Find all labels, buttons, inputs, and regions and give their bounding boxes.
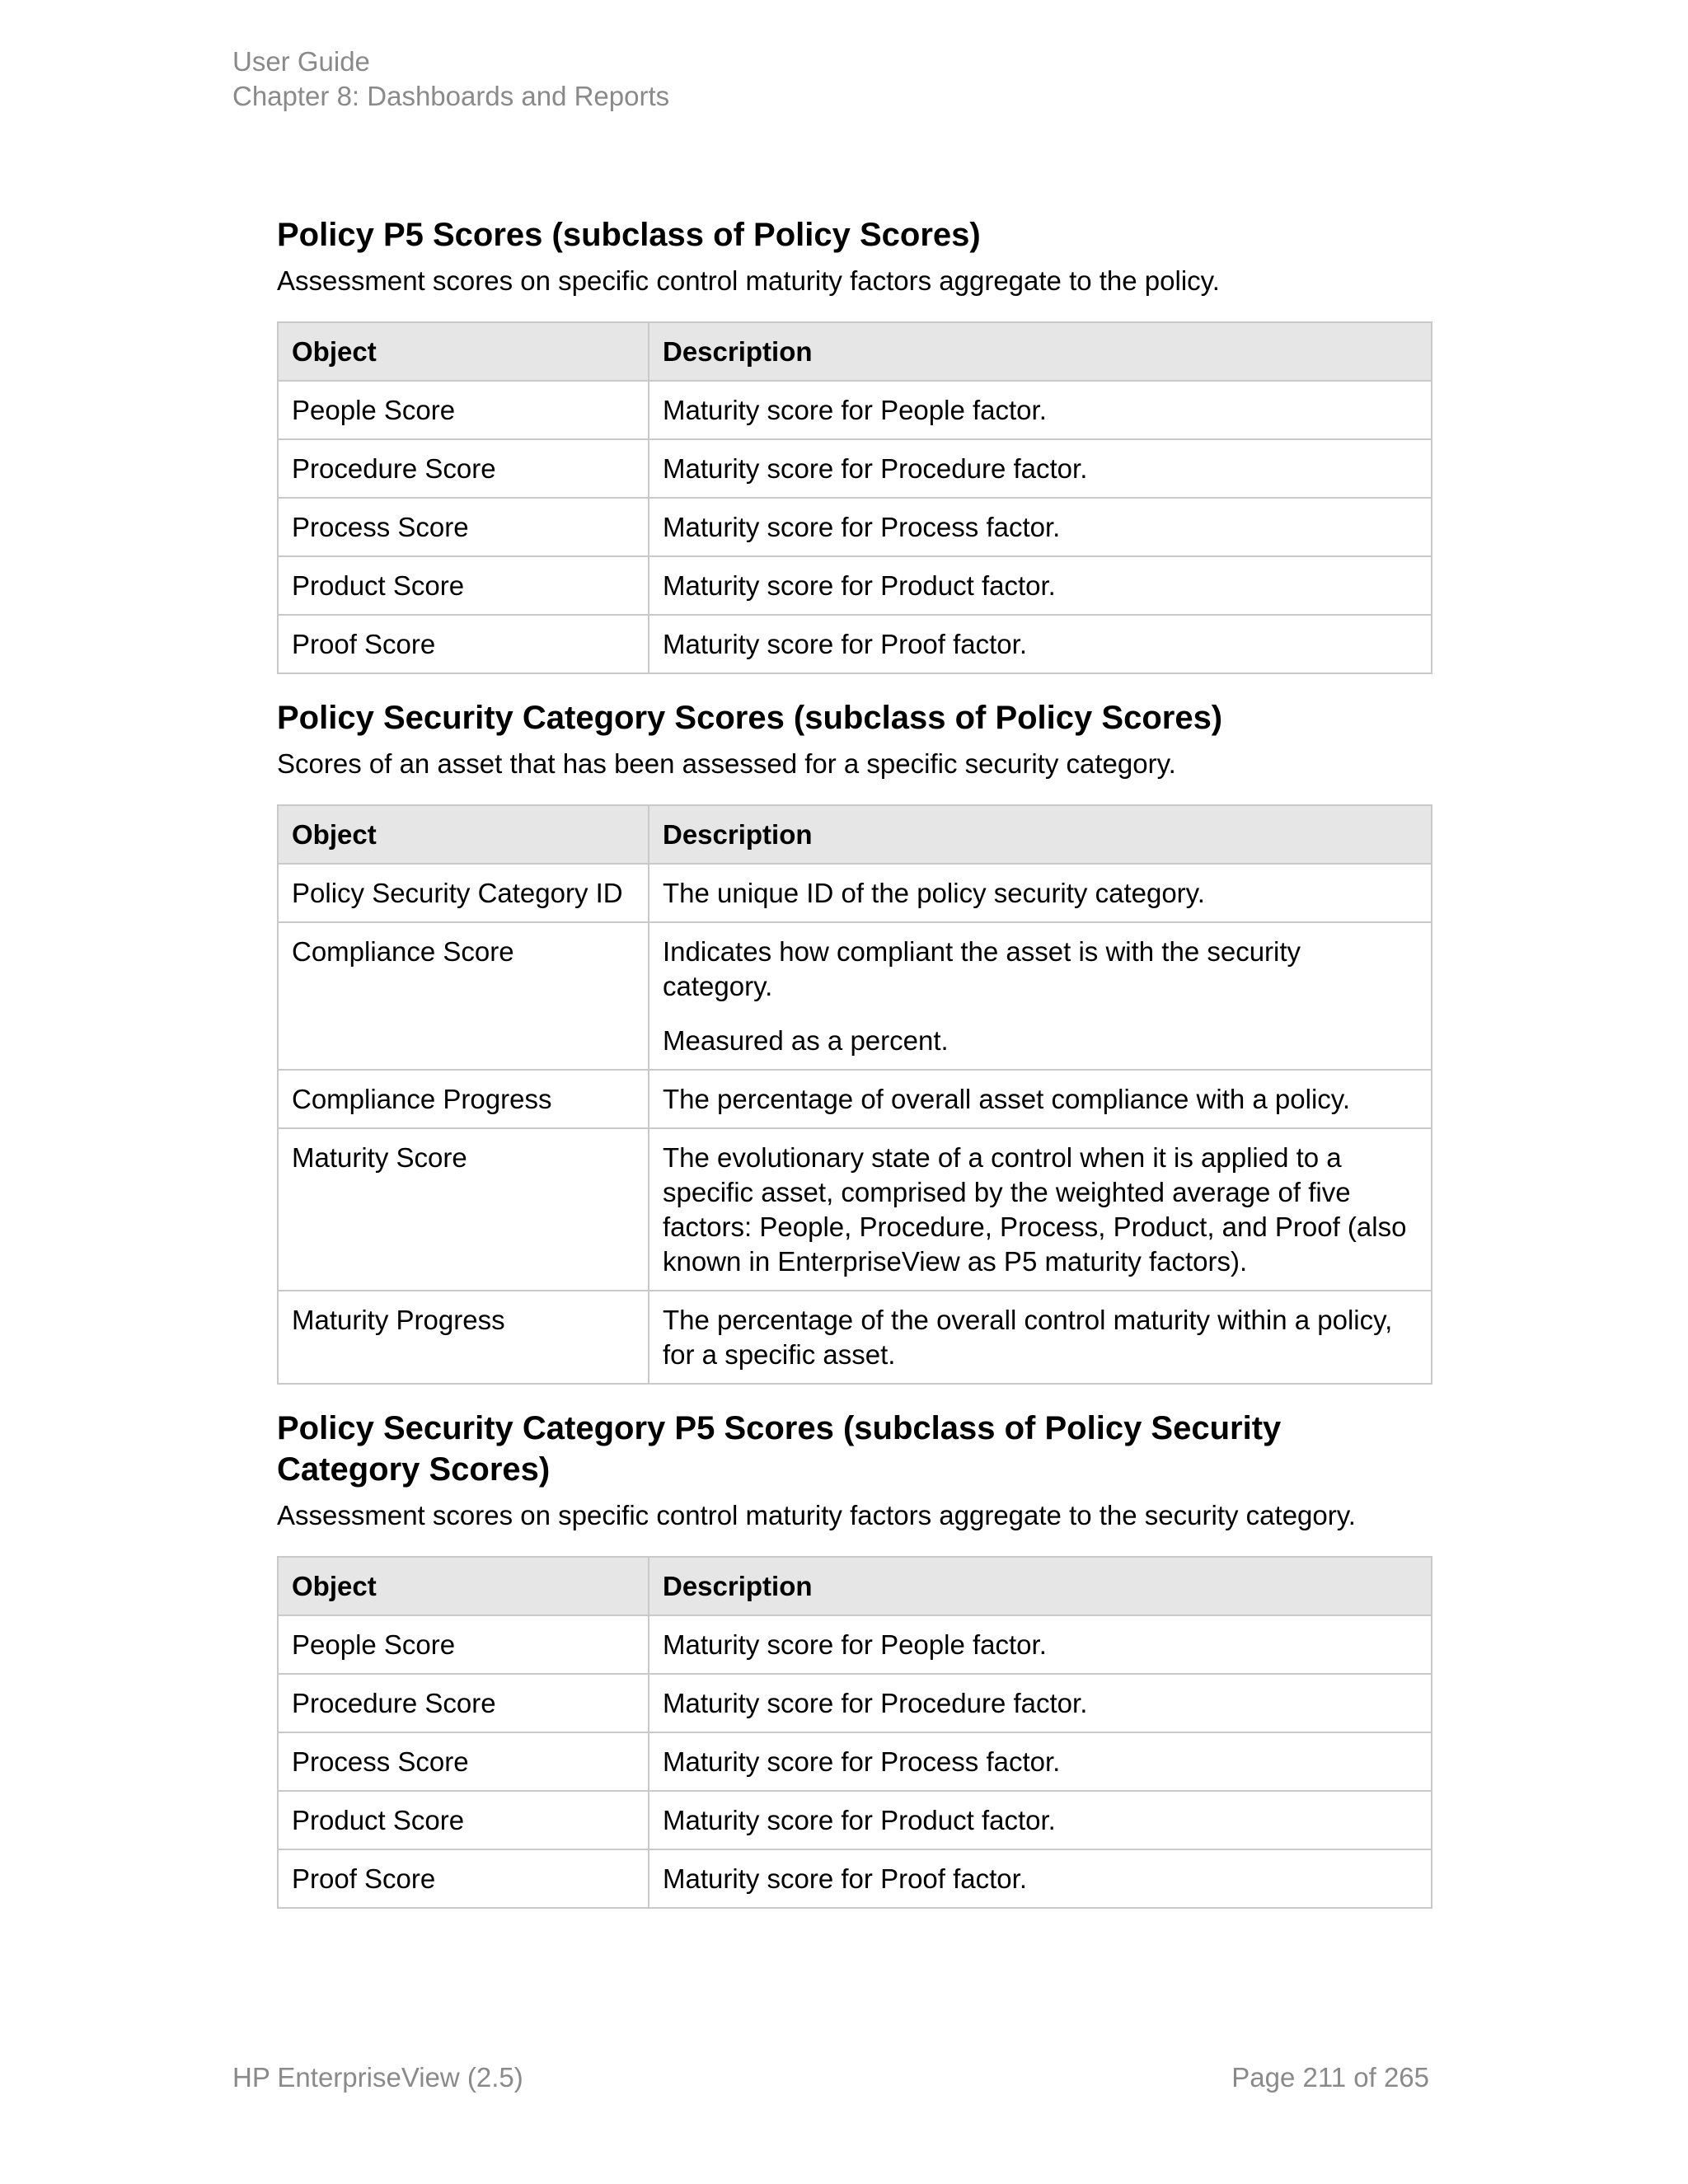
column-header-object: Object [278,805,649,864]
table-row [278,1128,1432,1291]
object-table [277,804,1432,1385]
object-cell: Procedure Score [278,1674,649,1732]
table-row [278,1849,1432,1908]
table-row [278,1615,1432,1674]
object-cell: Proof Score [278,615,649,673]
table-row [278,381,1432,439]
footer-page-number: Page 211 of 265 [1231,2062,1429,2093]
table-row [278,498,1432,556]
description-cell [649,864,1432,922]
description-text: The percentage of overall asset compliance with a policy. [663,1084,1350,1114]
description-text: Maturity score for Product factor. [663,570,1056,601]
description-text: Indicates how compliant the asset is with the security category. [663,936,1301,1001]
object-cell: Policy Security Category ID [278,864,649,922]
table-header-row [278,1557,1432,1615]
section-policy-p5-scores [277,214,1431,674]
section-intro: Assessment scores on specific control maturity factors aggregate to the security category. [277,1500,1356,1530]
description-text: Maturity score for Proof factor. [663,1863,1027,1894]
column-header-object: Object [278,1557,649,1615]
object-table [277,1556,1432,1909]
object-table [277,321,1432,674]
section-heading: Policy P5 Scores (subclass of Policy Scores) [277,217,981,253]
footer-product: HP EnterpriseView (2.5) [232,2062,523,2093]
object-cell: Proof Score [278,1849,649,1908]
table-row [278,864,1432,922]
section-policy-security-category-p5-scores [277,1408,1431,1909]
table-row [278,439,1432,498]
section-heading: Policy Security Category Scores (subclass of Policy Scores) [277,700,1223,736]
description-text: The evolutionary state of a control when it is applied to a specific asset, comprised by the weighted average of five factors: People, Procedure, Process, Product, and Proof (also known in EnterpriseView as P5 maturity factors). [663,1142,1407,1277]
description-text: Maturity score for Product factor. [663,1805,1056,1835]
description-text: Measured as a percent. [663,1025,949,1056]
table-row [278,922,1432,1070]
description-cell [649,1732,1432,1791]
section-intro: Assessment scores on specific control maturity factors aggregate to the policy. [277,265,1220,296]
description-cell [649,1070,1432,1128]
object-cell: Procedure Score [278,439,649,498]
object-cell: Product Score [278,1791,649,1849]
column-header-description: Description [649,322,1432,381]
description-text: Maturity score for Procedure factor. [663,1688,1088,1718]
description-text: Maturity score for Procedure factor. [663,453,1088,484]
object-cell: Product Score [278,556,649,615]
table-row [278,556,1432,615]
object-cell: Compliance Score [278,922,649,1070]
object-cell: Process Score [278,498,649,556]
object-cell: People Score [278,381,649,439]
table-row [278,1674,1432,1732]
document-title: User Guide [232,46,370,77]
object-cell: Maturity Progress [278,1291,649,1384]
description-text: The percentage of the overall control maturity within a policy, for a specific asset. [663,1305,1393,1370]
column-header-object: Object [278,322,649,381]
description-cell [649,1849,1432,1908]
section-heading: Policy Security Category P5 Scores (subclass of Policy Security Category Scores) [277,1410,1282,1488]
description-cell [649,1791,1432,1849]
section-intro: Scores of an asset that has been assessed for a specific security category. [277,748,1176,779]
table-row [278,1732,1432,1791]
description-cell [649,381,1432,439]
object-cell: Maturity Score [278,1128,649,1291]
description-cell [649,556,1432,615]
table-row [278,615,1432,673]
column-header-description: Description [649,1557,1432,1615]
description-cell [649,615,1432,673]
description-cell [649,1128,1432,1291]
description-text: Maturity score for People factor. [663,395,1047,425]
table-row [278,1791,1432,1849]
column-header-description: Description [649,805,1432,864]
description-cell [649,1615,1432,1674]
table-header-row [278,805,1432,864]
description-cell [649,922,1432,1070]
object-cell: Process Score [278,1732,649,1791]
description-cell [649,1291,1432,1384]
description-text: Maturity score for People factor. [663,1629,1047,1660]
object-cell: People Score [278,1615,649,1674]
object-cell: Compliance Progress [278,1070,649,1128]
description-text: Maturity score for Proof factor. [663,629,1027,659]
running-header [232,45,669,114]
description-cell [649,498,1432,556]
description-text: Maturity score for Process factor. [663,1746,1061,1777]
table-row [278,1070,1432,1128]
description-cell [649,1674,1432,1732]
description-cell [649,439,1432,498]
chapter-title: Chapter 8: Dashboards and Reports [232,81,670,111]
table-header-row [278,322,1432,381]
description-text: Maturity score for Process factor. [663,512,1061,542]
page-content [277,214,1431,1932]
table-row [278,1291,1432,1384]
description-text: The unique ID of the policy security category. [663,878,1205,908]
section-policy-security-category-scores [277,697,1431,1385]
